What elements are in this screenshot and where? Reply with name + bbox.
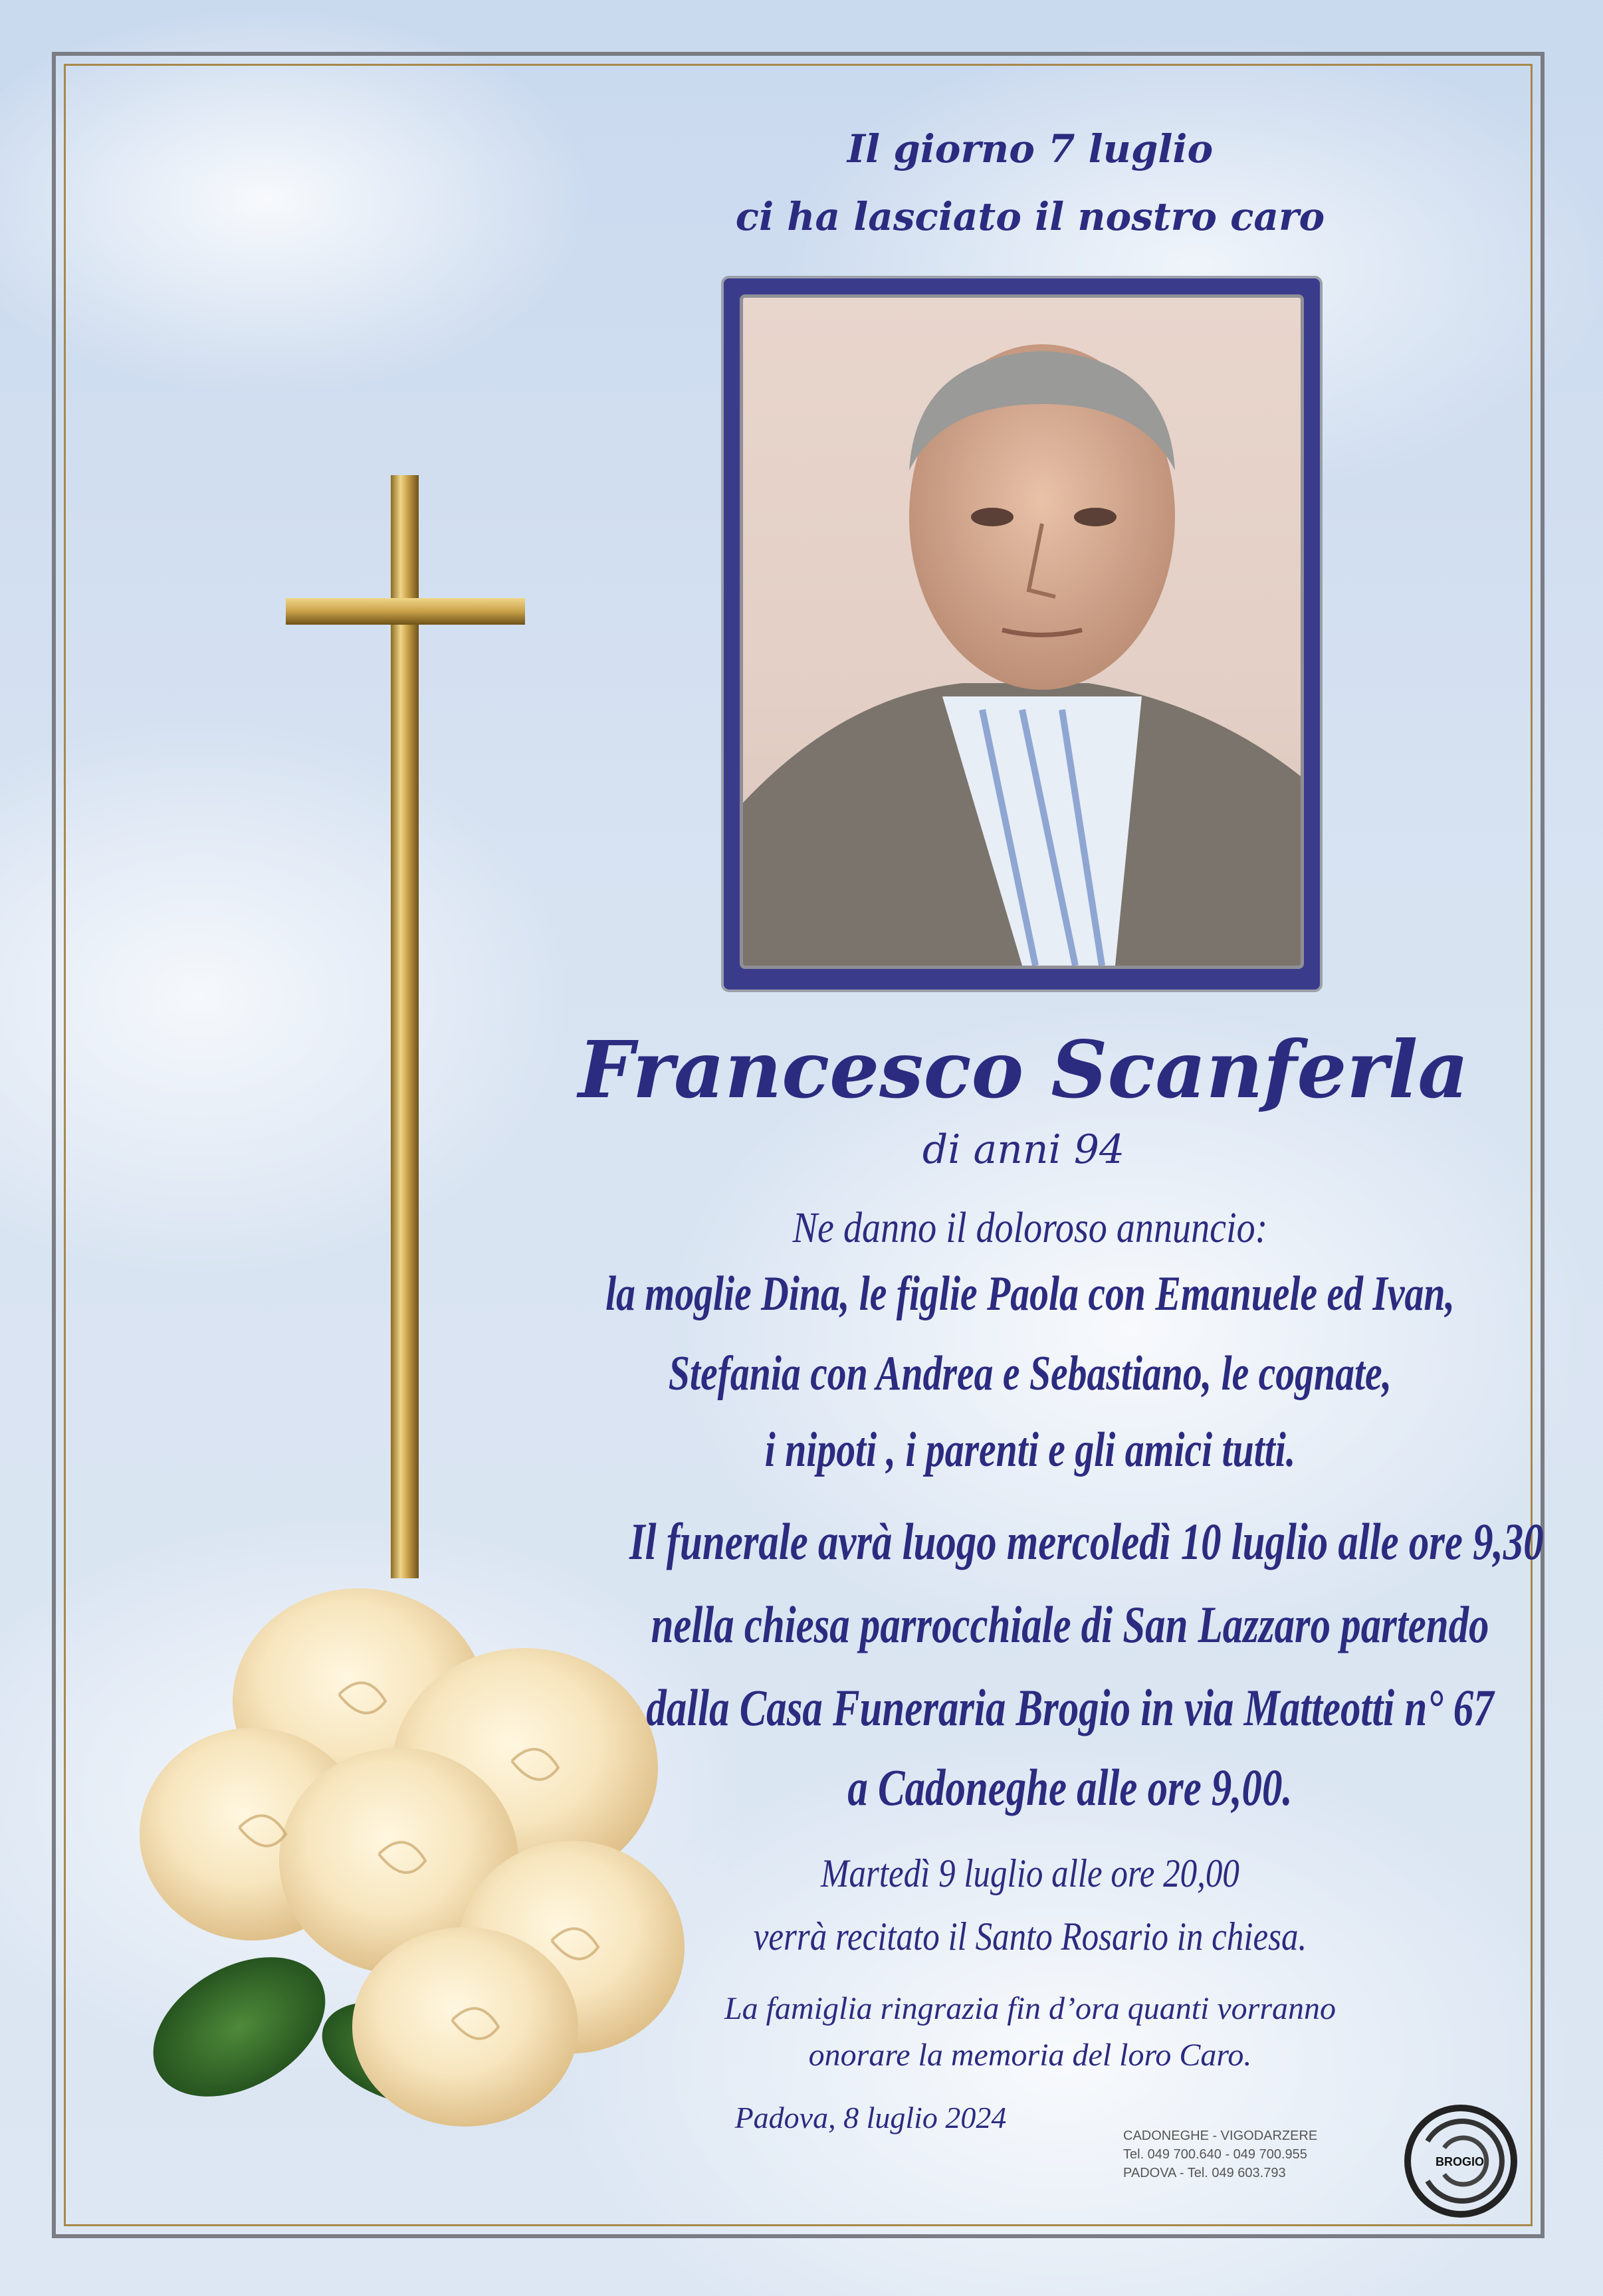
rosary-line-1: Martedì 9 luglio alle ore 20,00 xyxy=(821,1851,1239,1895)
thanks-line-1: La famiglia ringrazia fin d’ora quanti vorranno xyxy=(724,1991,1336,2026)
contact-line-3: PADOVA - Tel. 049 603.793 xyxy=(1123,2166,1286,2180)
cross-icon xyxy=(279,475,532,1578)
funeral-line-4: a Cadoneghe alle ore 9,00. xyxy=(847,1758,1293,1816)
place-date: Padova, 8 luglio 2024 xyxy=(734,2101,1007,2135)
family-line-3: i nipoti , i parenti e gli amici tutti. xyxy=(764,1423,1296,1477)
funeral-line-1: Il funerale avrà luogo mercoledì 10 luglio alle ore 9,30 xyxy=(629,1513,1544,1570)
announcement-heading: Ne danno il doloroso annuncio: xyxy=(792,1203,1268,1252)
rosary-line-2: verrà recitato il Santo Rosario in chiesa. xyxy=(753,1915,1307,1958)
deceased-age: di anni 94 xyxy=(922,1126,1125,1173)
family-line-1: la moglie Dina, le figlie Paola con Emanuele ed Ivan, xyxy=(605,1267,1455,1321)
contact-line-1: CADONEGHE - VIGODARZERE xyxy=(1123,2129,1318,2143)
funeral-home-contacts xyxy=(1123,2127,1317,2182)
funeral-line-3: dalla Casa Funeraria Brogio in via Matteotti n° 67 xyxy=(646,1679,1494,1736)
brogio-logo-icon xyxy=(1401,2101,1521,2221)
thanks-line-2: onorare la memoria del loro Caro. xyxy=(808,2037,1252,2073)
contact-line-2: Tel. 049 700.640 - 049 700.955 xyxy=(1123,2147,1307,2162)
deceased-name: Francesco Scanferla xyxy=(578,1023,1469,1116)
intro-line-2: ci ha lasciato il nostro caro xyxy=(735,194,1325,239)
funeral-line-2: nella chiesa parrocchiale di San Lazzaro partendo xyxy=(651,1596,1489,1653)
portrait-photo xyxy=(740,294,1304,969)
intro-line-1: Il giorno 7 luglio xyxy=(847,126,1214,171)
logo-label: BROGIO xyxy=(1436,2155,1485,2168)
family-line-2: Stefania con Andrea e Sebastiano, le cognate, xyxy=(668,1346,1392,1401)
